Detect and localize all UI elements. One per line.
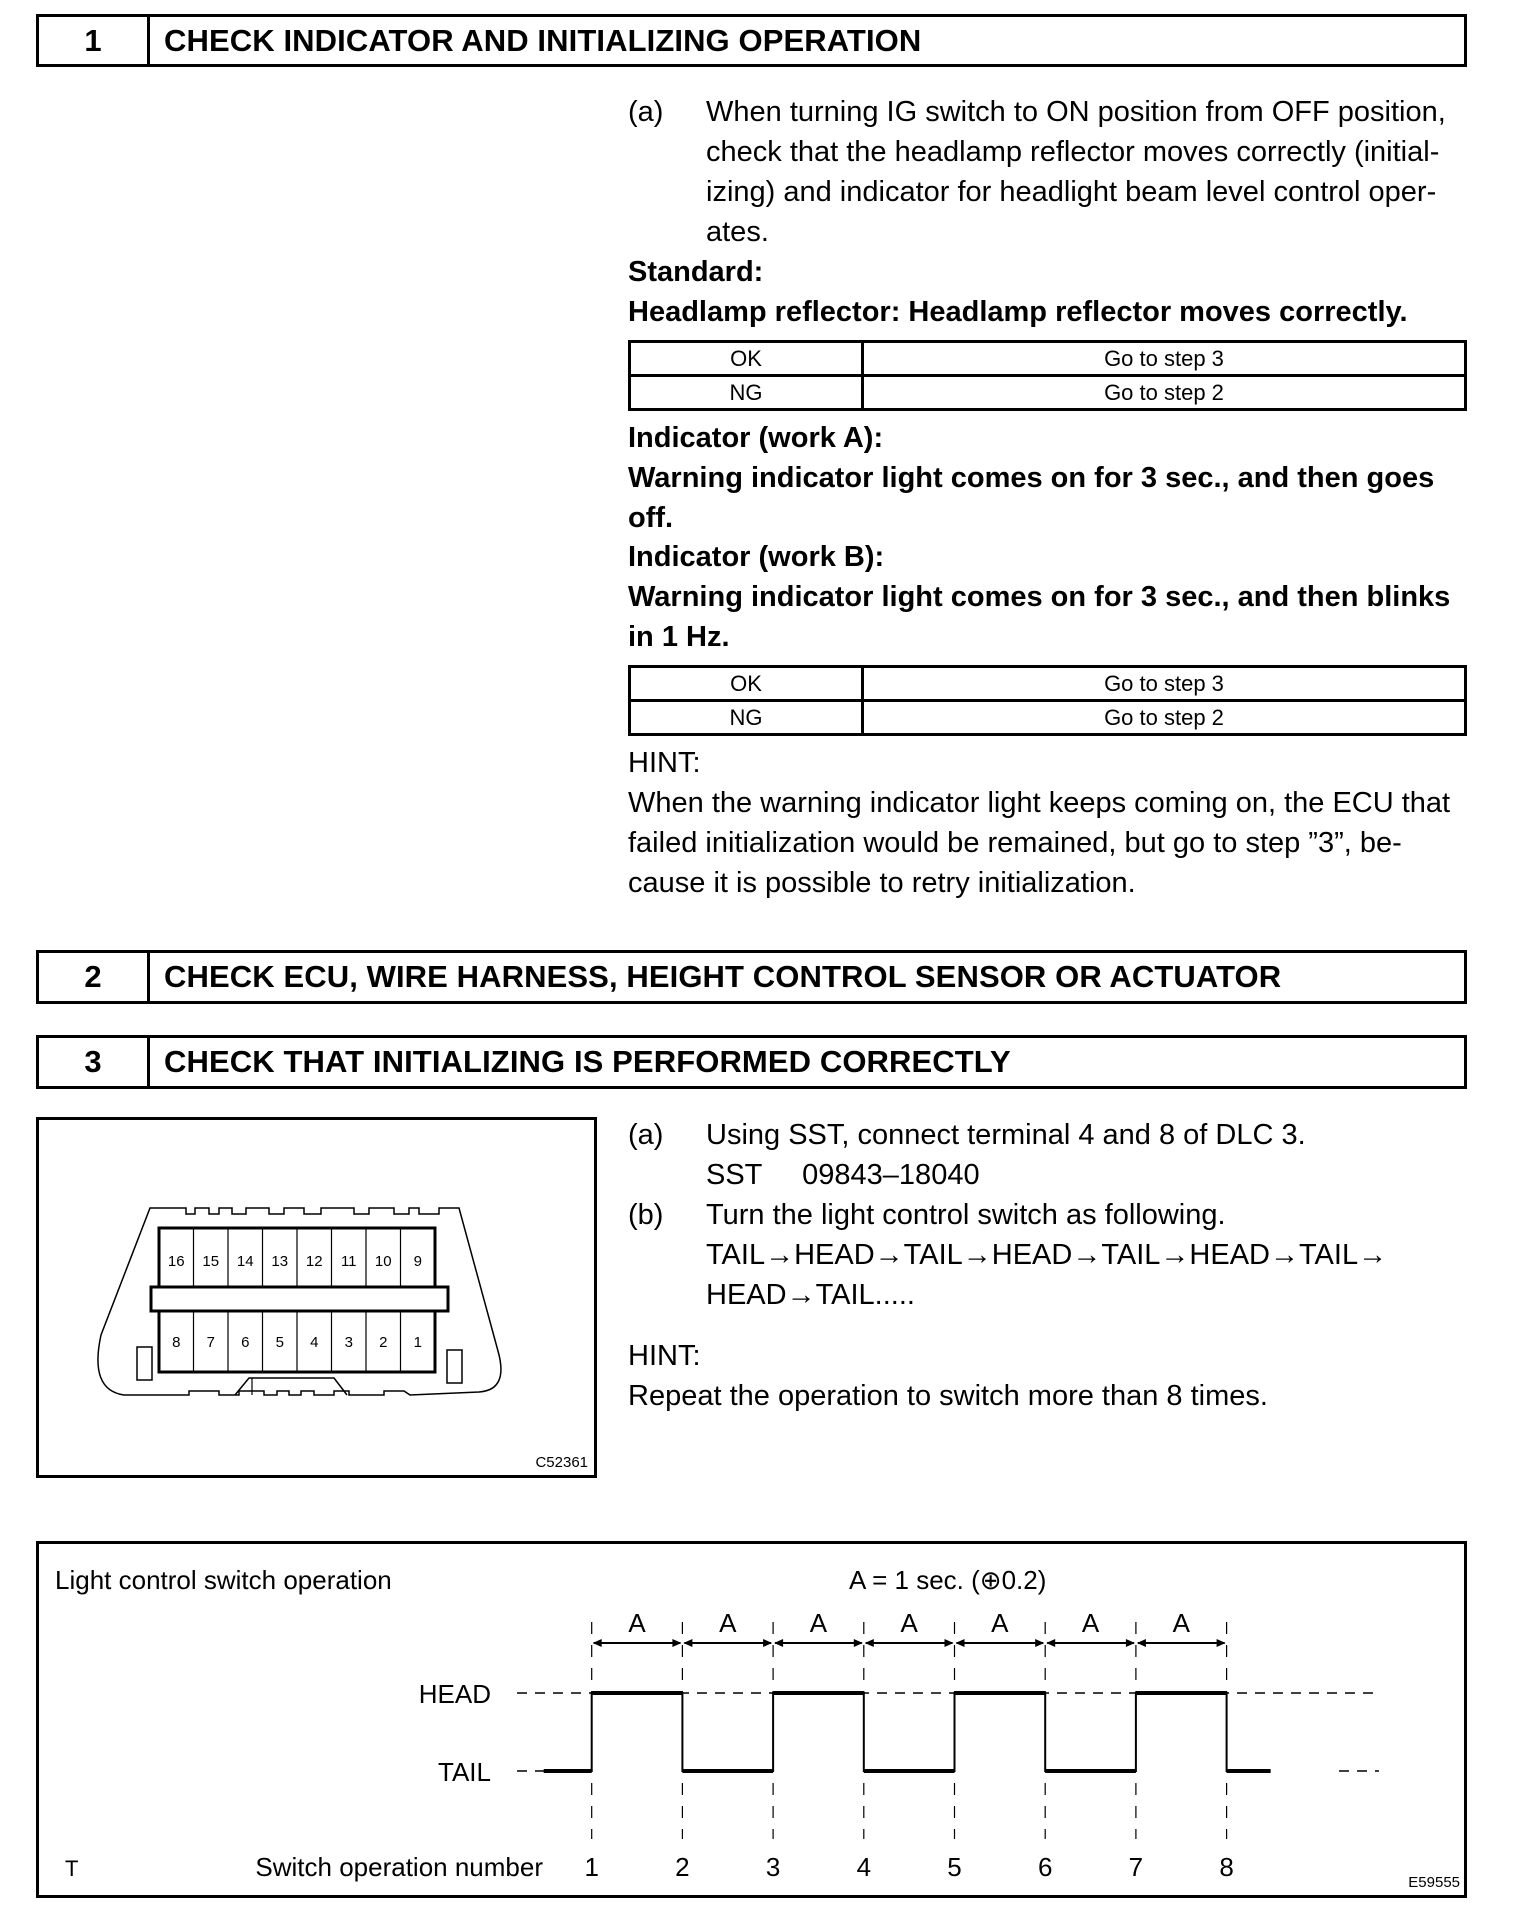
interval-label: A <box>1172 1608 1190 1638</box>
arrowhead-left <box>774 1639 783 1647</box>
switch-waveform <box>544 1693 1271 1771</box>
step-title: CHECK THAT INITIALIZING IS PERFORMED CORRECTLY <box>164 1044 1011 1079</box>
corner-label: T <box>65 1856 79 1881</box>
step-title: CHECK INDICATOR AND INITIALIZING OPERATION <box>164 22 922 58</box>
switch-sequence: HEAD→TAIL..... <box>706 1279 915 1311</box>
arrowhead-left <box>956 1639 965 1647</box>
item-label: (b) <box>628 1199 664 1231</box>
headlamp-standard: Headlamp reflector: Headlamp reflector moves correctly. <box>628 296 1408 328</box>
pin-label: 7 <box>206 1334 215 1351</box>
latch-right <box>447 1350 462 1383</box>
indicator-b-label: Indicator (work B): <box>628 541 885 573</box>
latch-left <box>137 1347 152 1380</box>
x-tick-label: 7 <box>1128 1852 1144 1882</box>
x-tick-label: 5 <box>947 1852 962 1882</box>
action-cell: Go to step 3 <box>863 342 1466 376</box>
sst-part-number: SST 09843–18040 <box>706 1159 980 1191</box>
hint-text: When the warning indicator light keeps coming on, the ECU that <box>628 787 1451 819</box>
table-row <box>630 342 1466 376</box>
text-line: ates. <box>706 216 769 248</box>
table-row <box>630 701 1466 735</box>
item-label: (a) <box>628 96 664 128</box>
interval-label: A <box>900 1608 918 1638</box>
indicator-a-text: Warning indicator light comes on for 3 sec., and then goes <box>628 462 1435 494</box>
dlc3-connector-figure <box>36 1117 597 1478</box>
standard-label: Standard: <box>628 256 764 288</box>
arrowhead-left <box>683 1639 692 1647</box>
interval-label: A <box>809 1608 828 1638</box>
step-number: 3 <box>39 1038 150 1086</box>
x-tick-label: 6 <box>1037 1852 1053 1882</box>
figure-code: C52361 <box>535 1454 588 1471</box>
arrowhead-right <box>1217 1639 1226 1647</box>
pin-label: 5 <box>275 1334 284 1351</box>
text-line: Turn the light control switch as following. <box>706 1199 1226 1231</box>
pin-label: 13 <box>271 1253 289 1270</box>
arrowhead-left <box>593 1639 602 1647</box>
step-1-header <box>36 14 1467 67</box>
arrowhead-left <box>1137 1639 1146 1647</box>
pin-label: 15 <box>202 1253 220 1270</box>
interval-label: A <box>1081 1608 1100 1638</box>
text-line: When turning IG switch to ON position from OFF position, <box>706 96 1446 128</box>
pin-label: 16 <box>167 1253 185 1270</box>
arrowhead-right <box>854 1639 863 1647</box>
chart-figure-code: E59555 <box>1408 1874 1460 1891</box>
indicator-b-text: in 1 Hz. <box>628 621 730 653</box>
text-line: check that the headlamp reflector moves correctly (initial- <box>706 136 1440 168</box>
text-line: Using SST, connect terminal 4 and 8 of DLC 3. <box>706 1119 1306 1151</box>
level-label-head: HEAD <box>418 1679 491 1709</box>
result-cell: NG <box>630 376 863 410</box>
result-cell: OK <box>630 342 863 376</box>
pin-label: 4 <box>310 1334 319 1351</box>
step-number: 1 <box>39 17 150 64</box>
interval-label: A <box>628 1608 646 1638</box>
chart-title: Light control switch operation <box>55 1565 392 1595</box>
pin-label: 14 <box>236 1253 254 1270</box>
switch-sequence: TAIL→HEAD→TAIL→HEAD→TAIL→HEAD→TAIL→ <box>706 1239 1388 1271</box>
interval-label: A <box>991 1608 1009 1638</box>
indicator-a-text: off. <box>628 502 674 534</box>
indicator-b-text: Warning indicator light comes on for 3 sec., and then blinks <box>628 581 1451 613</box>
x-tick-label: 8 <box>1219 1852 1234 1882</box>
result-table-1 <box>628 340 1467 411</box>
step-3-header <box>36 1035 1467 1089</box>
hint-label: HINT: <box>628 747 701 779</box>
step-1-item-a-body <box>706 92 1467 252</box>
step-2-header <box>36 950 1467 1004</box>
arrowhead-right <box>672 1639 681 1647</box>
dlc3-connector-diagram <box>39 1120 594 1475</box>
table-row <box>630 667 1466 701</box>
timing-chart-svg <box>39 1544 1464 1895</box>
item-label: (a) <box>628 1119 664 1151</box>
x-tick-label: 4 <box>856 1852 872 1882</box>
action-cell: Go to step 2 <box>863 701 1466 735</box>
pin-label: 1 <box>413 1334 422 1351</box>
action-cell: Go to step 2 <box>863 376 1466 410</box>
timing-chart <box>36 1541 1467 1898</box>
arrowhead-left <box>1046 1639 1055 1647</box>
interval-note: A = 1 sec. (⊕0.2) <box>849 1565 1047 1595</box>
arrowhead-right <box>945 1639 954 1647</box>
pin-label: 12 <box>305 1253 323 1270</box>
interval-label: A <box>719 1608 737 1638</box>
pin-label: 8 <box>172 1334 181 1351</box>
level-label-tail: TAIL <box>438 1757 491 1787</box>
arrowhead-right <box>1126 1639 1135 1647</box>
pin-block <box>151 1228 448 1372</box>
x-tick-label: 3 <box>765 1852 781 1882</box>
hint-text: failed initialization would be remained, but go to step ”3”, be- <box>628 827 1402 859</box>
text-line: izing) and indicator for headlight beam level control oper- <box>706 176 1437 208</box>
result-cell: NG <box>630 701 863 735</box>
result-cell: OK <box>630 667 863 701</box>
pin-label: 2 <box>379 1334 388 1351</box>
pin-label: 11 <box>340 1253 357 1270</box>
hint-label: HINT: <box>628 1340 701 1372</box>
x-tick-label: 2 <box>675 1852 690 1882</box>
arrowhead-left <box>865 1639 874 1647</box>
pin-label: 10 <box>374 1253 392 1270</box>
action-cell: Go to step 3 <box>863 667 1466 701</box>
arrowhead-right <box>1035 1639 1044 1647</box>
table-row <box>630 376 1466 410</box>
x-axis-label: Switch operation number <box>255 1852 543 1882</box>
x-tick-label: 1 <box>584 1852 599 1882</box>
step-title: CHECK ECU, WIRE HARNESS, HEIGHT CONTROL SENSOR OR ACTUATOR <box>164 959 1282 994</box>
pin-label: 9 <box>413 1253 422 1270</box>
hint-text: cause it is possible to retry initialization. <box>628 867 1136 899</box>
pin-label: 3 <box>344 1334 353 1351</box>
step-number: 2 <box>39 953 150 1001</box>
hint-text: Repeat the operation to switch more than 8 times. <box>628 1380 1268 1412</box>
pin-label: 6 <box>241 1334 250 1351</box>
indicator-a-label: Indicator (work A): <box>628 422 884 454</box>
arrowhead-right <box>763 1639 772 1647</box>
result-table-2 <box>628 665 1467 736</box>
